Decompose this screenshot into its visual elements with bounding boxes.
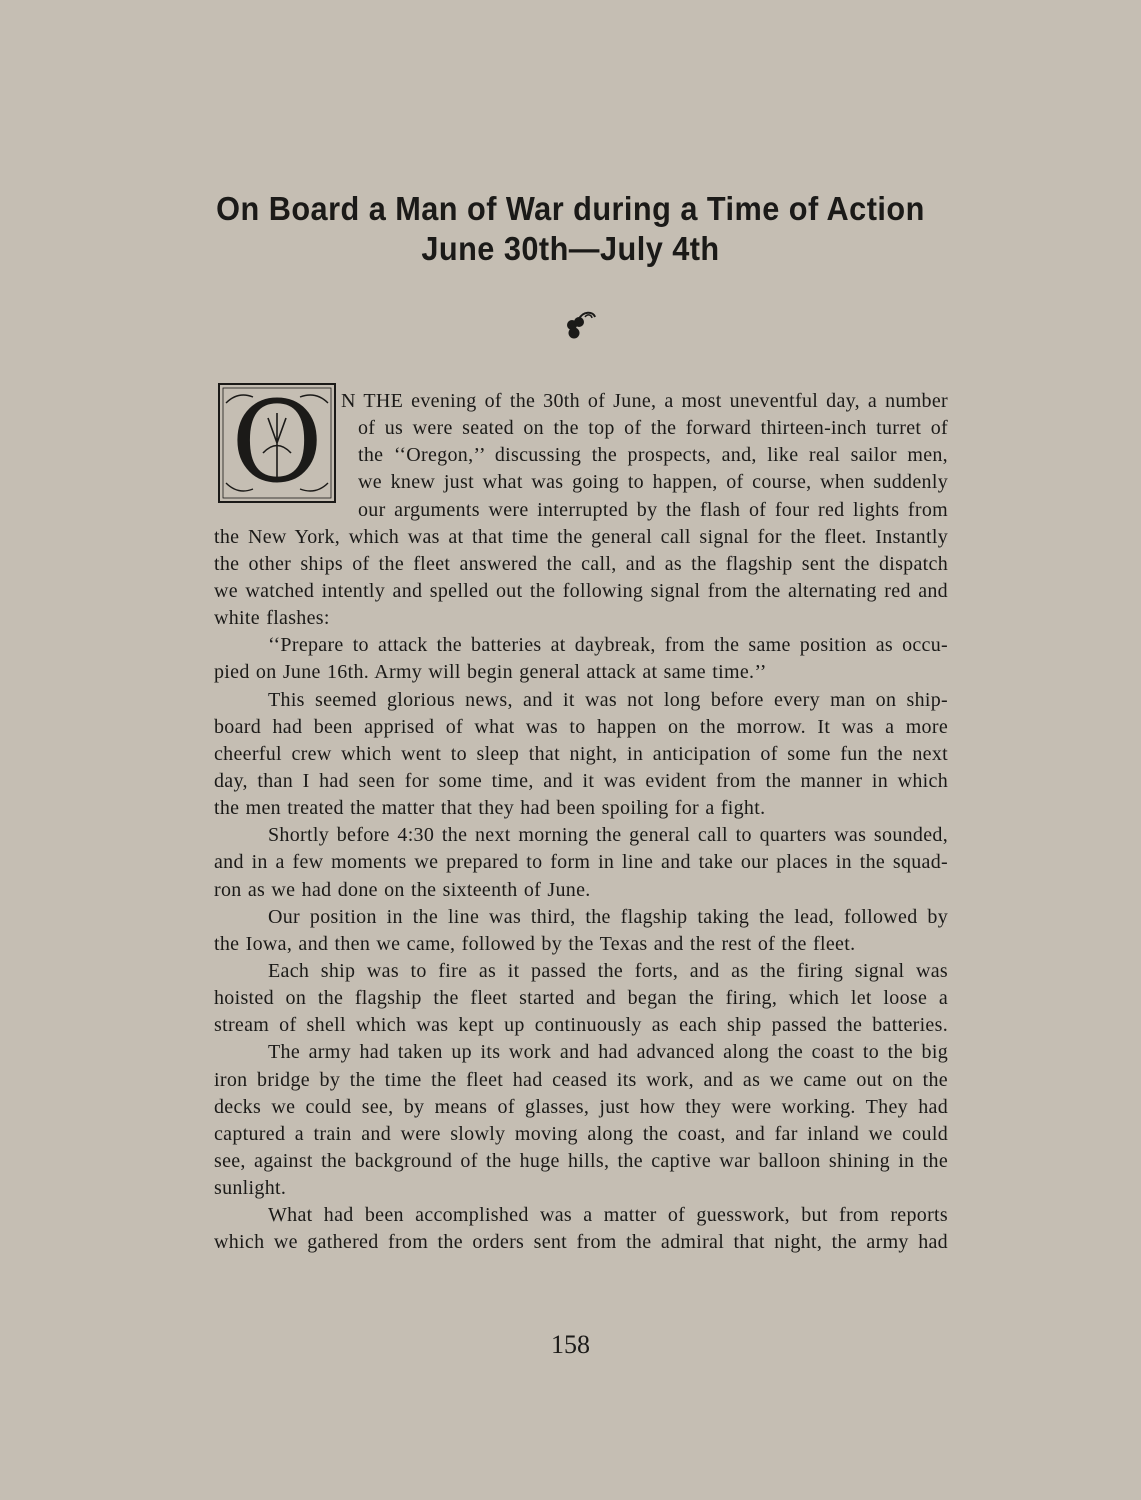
paragraph	[214, 687, 948, 823]
text-line: the Iowa, and then we came, followed by the Texas and the rest of the fleet.	[214, 932, 856, 955]
text-line: What had been accomplished was a matter of guesswork, but from reports	[268, 1204, 948, 1227]
text-line: The army had taken up its work and had advanced along the coast to the big	[268, 1041, 948, 1064]
text-line: and in a few moments we prepared to form in line and take our places in the squad-	[214, 851, 948, 874]
text-line: the ‘‘Oregon,’’ discussing the prospects, and, like real sailor men,	[358, 444, 948, 467]
text-line: the other ships of the fleet answered the call, and as the flagship sent the dispatch	[214, 552, 948, 575]
text-line: day, than I had seen for some time, and it was evident from the manner in which	[214, 769, 948, 792]
paragraph	[214, 822, 948, 903]
text-line: ‘‘Prepare to attack the batteries at daybreak, from the same position as occu-	[268, 634, 948, 657]
text-line: cheerful crew which went to sleep that night, in anticipation of some fun the next	[214, 742, 948, 765]
text-line: This seemed glorious news, and it was not long before every man on ship-	[268, 688, 948, 711]
text-line: hoisted on the flagship the fleet started and began the firing, which let loose a	[214, 987, 948, 1010]
text-line: Each ship was to fire as it passed the forts, and as the firing signal was	[268, 959, 948, 982]
page-number: 158	[551, 1330, 590, 1359]
text-line: we knew just what was going to happen, of course, when suddenly	[358, 471, 948, 494]
text-line: the men treated the matter that they had been spoiling for a fight.	[214, 797, 766, 820]
text-line: captured a train and were slowly moving along the coast, and far inland we could	[214, 1122, 948, 1145]
text-line: our arguments were interrupted by the flash of four red lights from	[358, 498, 948, 521]
text-line: white flashes:	[214, 607, 330, 630]
text-line: sunlight.	[214, 1177, 287, 1200]
text-line: decks we could see, by means of glasses, just how they were working. They had	[214, 1095, 948, 1118]
text-line: Shortly before 4:30 the next morning the general call to quarters was sounded,	[268, 824, 948, 847]
text-line: which we gathered from the orders sent from the admiral that night, the army had	[214, 1231, 948, 1254]
chapter-dates: June 30th—July 4th	[421, 230, 720, 267]
text-line: Our position in the line was third, the flagship taking the lead, followed by	[268, 905, 948, 928]
chapter-title: On Board a Man of War during a Time of Action	[216, 190, 925, 227]
body-text	[214, 388, 948, 1257]
text-line: see, against the background of the huge hills, the captive war balloon shining in the	[214, 1149, 948, 1172]
paragraph	[214, 904, 948, 958]
paragraph	[214, 1039, 948, 1202]
paragraph	[214, 388, 948, 632]
paragraph	[214, 958, 948, 1039]
fleuron-ornament-icon	[563, 309, 599, 341]
text-line: ron as we had done on the sixteenth of June.	[214, 878, 591, 901]
text-line: stream of shell which was kept up continuously as each ship passed the batteries.	[214, 1014, 948, 1037]
text-line: the New York, which was at that time the general call signal for the fleet. Instantly	[214, 525, 948, 548]
text-line: board had been apprised of what was to happen on the morrow. It was a more	[214, 715, 948, 738]
paragraph	[214, 1202, 948, 1256]
text-line: we watched intently and spelled out the following signal from the alternating red and	[214, 579, 948, 602]
text-line: of us were seated on the top of the forward thirteen-inch turret of	[358, 417, 948, 440]
text-line: iron bridge by the time the fleet had ceased its work, and as we came out on the	[214, 1068, 948, 1091]
text-line: N THE evening of the 30th of June, a most uneventful day, a number	[341, 390, 948, 412]
paragraph	[214, 632, 948, 686]
text-line: pied on June 16th. Army will begin general attack at same time.’’	[214, 661, 767, 684]
drop-cap-letter: O	[231, 378, 323, 508]
